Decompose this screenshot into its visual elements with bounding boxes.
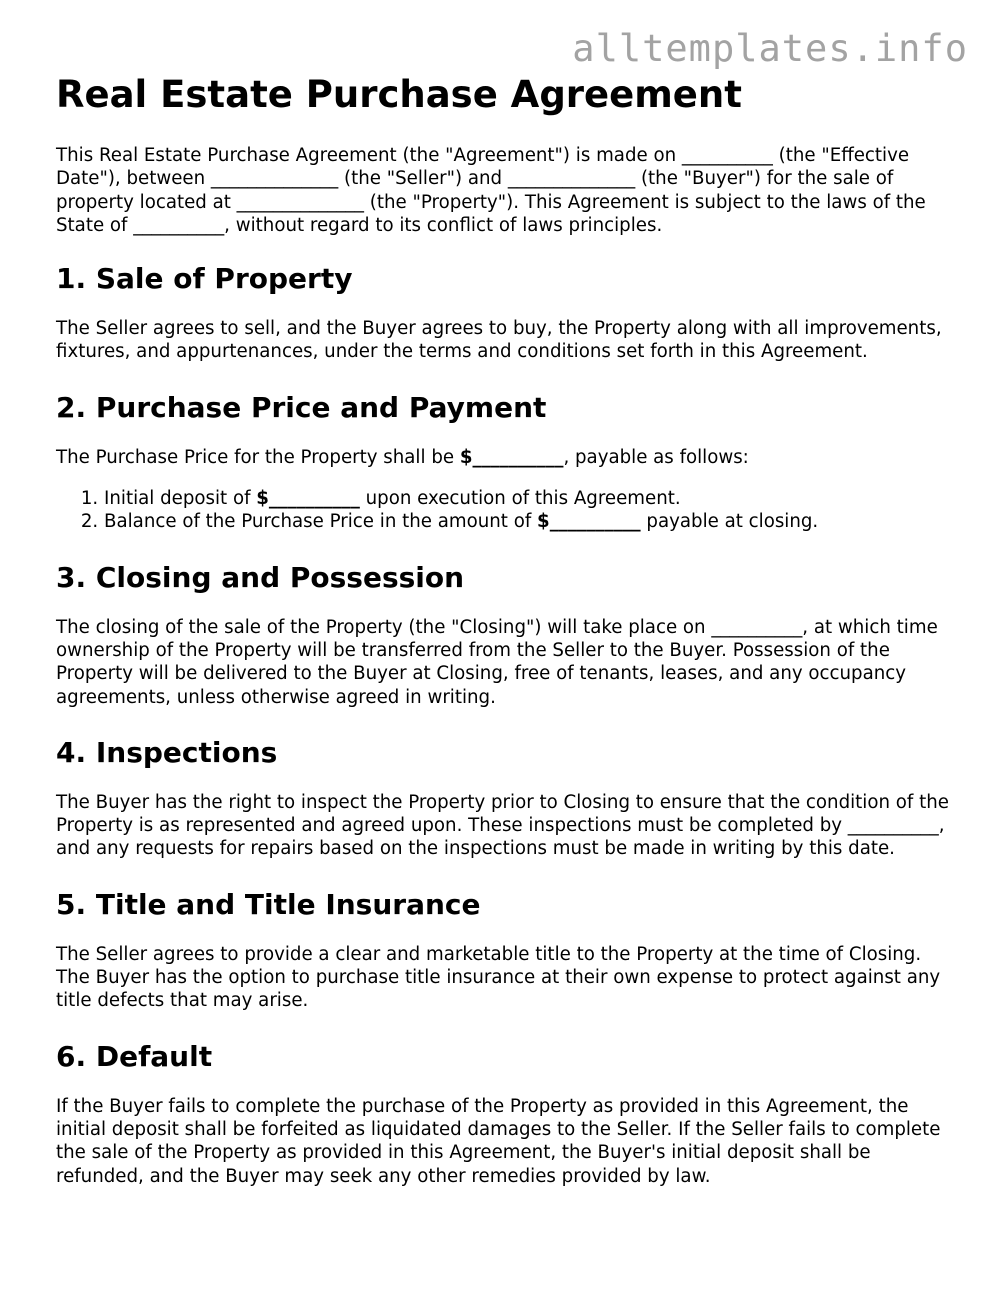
section-heading: 3. Closing and Possession	[56, 560, 465, 594]
section-body: The Buyer has the right to inspect the Property prior to Closing to ensure that the condition of the Property is as represented and agreed upon. These inspections must be completed by __________, and any requests for repairs based on the inspections must be made in writing by this date.	[56, 791, 949, 860]
section-heading: 2. Purchase Price and Payment	[56, 390, 547, 424]
payment-list	[56, 487, 956, 534]
section-default	[56, 1039, 956, 1188]
section-heading: 6. Default	[56, 1039, 213, 1073]
intro-paragraph: This Real Estate Purchase Agreement (the "Agreement") is made on __________ (the "Effective Date"), between ______________ (the "Seller") and ______________ (the "Buyer") for the sale of property located at ______________ (the "Property"). This Agreement is subject to the laws of the State of __________, without regard to its conflict of laws principles.	[56, 145, 926, 236]
section-body: The Seller agrees to sell, and the Buyer agrees to buy, the Property along with all improvements, fixtures, and appurtenances, under the terms and conditions set forth in this Agreement.	[56, 318, 942, 363]
list-item-text: Balance of the Purchase Price in the amount of	[104, 511, 538, 533]
document-title: Real Estate Purchase Agreement	[56, 73, 742, 116]
section-closing-possession	[56, 560, 956, 709]
list-item-text-end: payable at closing.	[640, 511, 819, 533]
section-title-insurance	[56, 887, 956, 1013]
price-lead-paragraph	[56, 446, 956, 469]
section-heading: 5. Title and Title Insurance	[56, 887, 481, 921]
watermark: alltemplates.info	[572, 27, 968, 70]
list-item	[104, 510, 956, 533]
section-heading: 4. Inspections	[56, 735, 278, 769]
deposit-amount-blank: $__________	[256, 488, 360, 510]
price-lead-text-end: , payable as follows:	[563, 446, 749, 468]
section-inspections	[56, 735, 956, 861]
section-body: The closing of the sale of the Property (the "Closing") will take place on __________, at which time ownership of the Property will be transferred from the Seller to the Buyer. Possession of the Property will be delivered to the Buyer at Closing, free of tenants, leases, and any occupancy agreements, unless otherwise agreed in writing.	[56, 616, 938, 708]
section-purchase-price	[56, 390, 956, 534]
section-body: If the Buyer fails to complete the purchase of the Property as provided in this Agreement, the initial deposit shall be forfeited as liquidated damages to the Seller. If the Seller fails to complete the sale of the Property as provided in this Agreement, the Buyer's initial deposit shall be refunded, and the Buyer may seek any other remedies provided by law.	[56, 1095, 941, 1187]
balance-amount-blank: $__________	[537, 511, 641, 533]
list-item-text-end: upon execution of this Agreement.	[359, 488, 681, 510]
section-sale-of-property	[56, 261, 956, 364]
section-body: The Seller agrees to provide a clear and marketable title to the Property at the time of Closing. The Buyer has the option to purchase title insurance at their own expense to protect against any title defects that may arise.	[56, 943, 941, 1012]
list-item	[104, 487, 956, 510]
price-amount-blank: $__________	[459, 446, 564, 468]
document-page	[56, 72, 956, 1214]
price-lead-text: The Purchase Price for the Property shall be	[56, 446, 460, 468]
list-item-text: Initial deposit of	[104, 488, 257, 510]
section-heading: 1. Sale of Property	[56, 262, 353, 296]
